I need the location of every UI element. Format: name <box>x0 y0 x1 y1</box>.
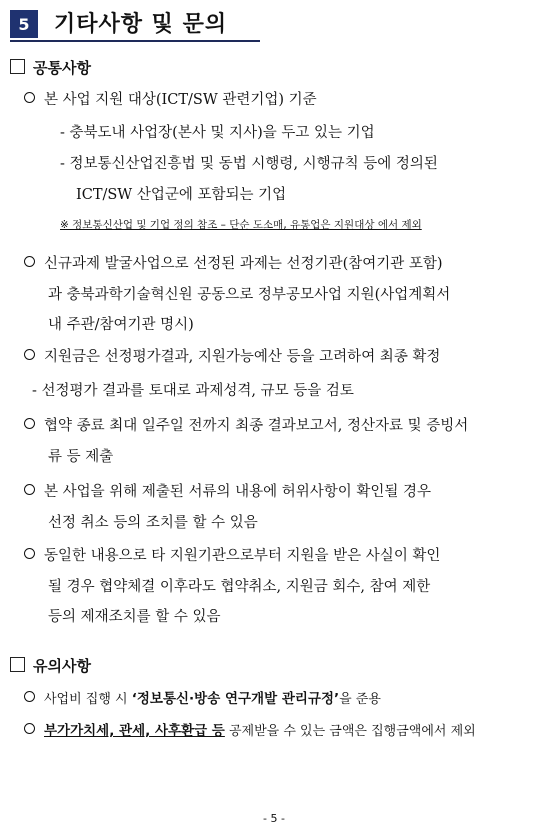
circle-bullet-icon <box>24 349 35 360</box>
list-item: 류 등 제출 <box>48 449 114 465</box>
list-item: 동일한 내용으로 타 지원기관으로부터 지원을 받은 사실이 확인 <box>24 546 440 566</box>
notes-heading: 유의사항 <box>10 656 91 676</box>
list-item: 될 경우 협약체결 이후라도 협약취소, 지원금 회수, 참여 제한 <box>48 579 431 595</box>
list-item: 등의 제재조치를 할 수 있음 <box>48 609 221 625</box>
circle-bullet-icon <box>24 548 35 559</box>
list-item: 협약 종료 최대 일주일 전까지 최종 결과보고서, 정산자료 및 증빙서 <box>24 416 468 436</box>
list-item: - 선정평가 결과를 토대로 과제성격, 규모 등을 검토 <box>32 383 354 399</box>
circle-bullet-icon <box>24 691 35 702</box>
list-item: 선정 취소 등의 조치를 할 수 있음 <box>48 515 258 531</box>
list-item: ICT/SW 산업군에 포함되는 기업 <box>76 187 287 203</box>
list-item: 지원금은 선정평가결과, 지원가능예산 등을 고려하여 최종 확정 <box>24 347 440 367</box>
list-item: 사업비 집행 시 ‘정보통신·방송 연구개발 관리규정’을 준용 <box>24 689 381 710</box>
checkbox-square-icon <box>10 657 25 672</box>
checkbox-square-icon <box>10 59 25 74</box>
common-heading: 공통사항 <box>10 58 91 78</box>
list-item: 내 주관/참여기관 명시) <box>48 317 194 333</box>
list-item: - 정보통신산업진흥법 및 동법 시행령, 시행규칙 등에 정의된 <box>60 156 438 172</box>
list-item: 본 사업을 위해 제출된 서류의 내용에 허위사항이 확인될 경우 <box>24 482 431 502</box>
circle-bullet-icon <box>24 484 35 495</box>
list-item: 부가가치세, 관세, 사후환급 등 공제받을 수 있는 금액은 집행금액에서 제외 <box>24 721 476 742</box>
list-item: 신규과제 발굴사업으로 선정된 과제는 선정기관(참여기관 포함) <box>24 254 443 274</box>
page-number: - 5 - <box>263 812 285 825</box>
note-text: ※ 정보통신산업 및 기업 정의 참조 – 단순 도소매, 유통업은 지원대상 에서 제외 <box>60 219 422 231</box>
circle-bullet-icon <box>24 418 35 429</box>
circle-bullet-icon <box>24 256 35 267</box>
list-item: 본 사업 지원 대상(ICT/SW 관련기업) 기준 <box>24 90 317 110</box>
circle-bullet-icon <box>24 92 35 103</box>
section-number-badge: 5 <box>10 10 38 38</box>
list-item: - 충북도내 사업장(본사 및 지사)을 두고 있는 기업 <box>60 125 375 141</box>
list-item: 과 충북과학기술혁신원 공동으로 정부공모사업 지원(사업계획서 <box>48 287 451 303</box>
section-header <box>10 10 260 42</box>
section-title: 기타사항 및 문의 <box>54 12 228 37</box>
circle-bullet-icon <box>24 723 35 734</box>
